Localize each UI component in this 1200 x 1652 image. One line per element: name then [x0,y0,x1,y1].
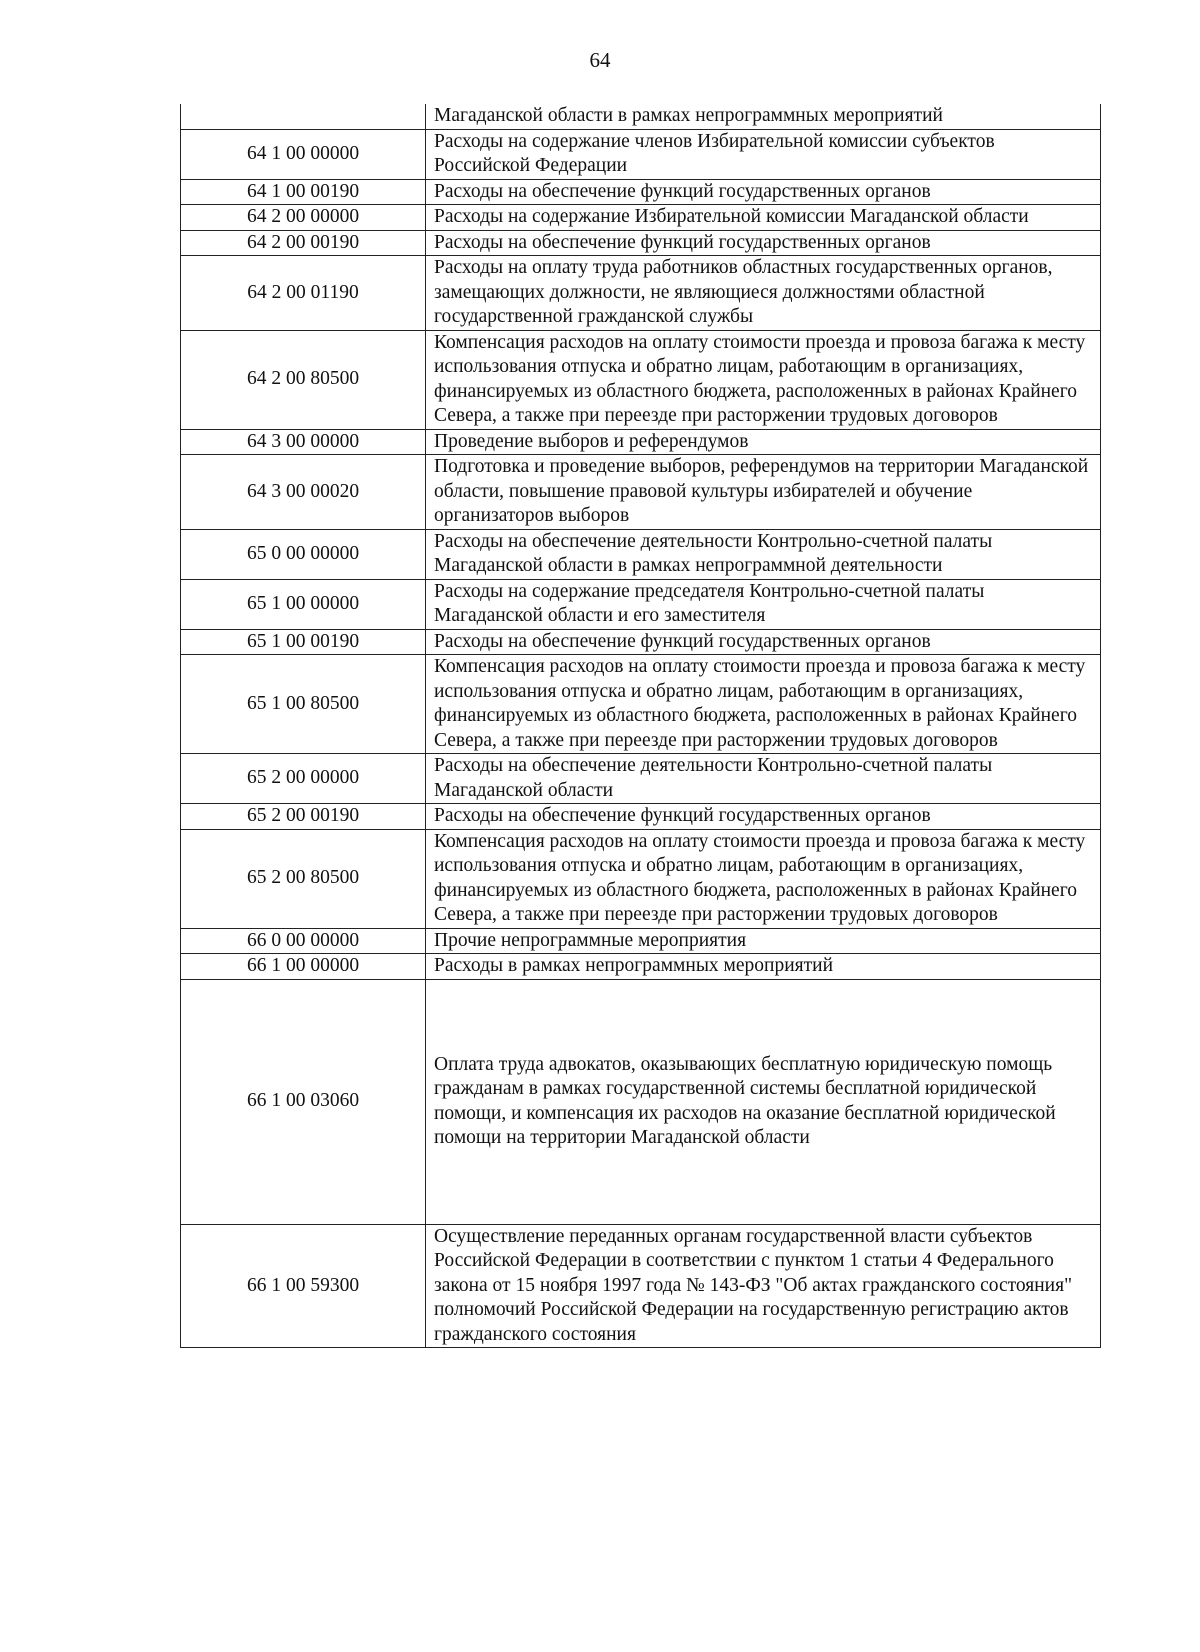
row-description: Расходы на оплату труда работников областных государственных органов, замещающих должности, не являющиеся должностями областной государственной гражданской службы [426,256,1101,331]
row-description: Осуществление переданных органам государственной власти субъектов Российской Федерации в соответствии с пунктом 1 статьи 4 Федерального закона от 15 ноября 1997 года № 143-ФЗ "Об актах гражданского состояния" полномочий Российской Федерации на государственную регистрацию актов гражданского состояния [426,1224,1101,1348]
row-code: 64 2 00 00190 [181,230,426,256]
row-description: Расходы на обеспечение функций государственных органов [426,629,1101,655]
table-row [181,230,1101,256]
row-code: 66 1 00 00000 [181,954,426,980]
table-row [181,579,1101,629]
row-description: Компенсация расходов на оплату стоимости проезда и провоза багажа к месту использования отпуска и обратно лицам, работающим в организациях, финансируемых из областного бюджета, расположенных в районах Крайнего Севера, а также при переезде при расторжении трудовых договоров [426,330,1101,429]
row-code: 64 1 00 00190 [181,179,426,205]
row-description: Оплата труда адвокатов, оказывающих бесплатную юридическую помощь гражданам в рамках государственной системы бесплатной юридической помощи, и компенсация их расходов на оказание бесплатной юридической помощи на территории Магаданской области [426,979,1101,1224]
table-row [181,829,1101,928]
row-code [181,104,426,129]
table-row [181,1224,1101,1348]
budget-classification-table [180,104,1101,1348]
table-row [181,629,1101,655]
page-number: 64 [589,48,611,72]
table-row [181,979,1101,1224]
table-row [181,655,1101,754]
row-code: 66 1 00 59300 [181,1224,426,1348]
row-description: Расходы на обеспечение функций государственных органов [426,804,1101,830]
table-row [181,529,1101,579]
table-row [181,104,1101,129]
row-description: Прочие непрограммные мероприятия [426,928,1101,954]
row-code: 64 1 00 00000 [181,129,426,179]
row-code: 66 0 00 00000 [181,928,426,954]
table-row [181,429,1101,455]
row-code: 64 2 00 00000 [181,205,426,231]
row-code: 65 0 00 00000 [181,529,426,579]
row-description: Расходы в рамках непрограммных мероприятий [426,954,1101,980]
table-row [181,205,1101,231]
table-row [181,804,1101,830]
row-description: Магаданской области в рамках непрограммных мероприятий [426,104,1101,129]
table-row [181,954,1101,980]
row-code: 64 2 00 80500 [181,330,426,429]
row-code: 65 2 00 80500 [181,829,426,928]
table-row [181,928,1101,954]
row-code: 65 2 00 00190 [181,804,426,830]
row-code: 65 1 00 00000 [181,579,426,629]
table-row [181,256,1101,331]
row-description: Расходы на обеспечение деятельности Контрольно-счетной палаты Магаданской области [426,754,1101,804]
row-description: Расходы на обеспечение деятельности Контрольно-счетной палаты Магаданской области в рамках непрограммной деятельности [426,529,1101,579]
table-row [181,330,1101,429]
row-code: 64 3 00 00000 [181,429,426,455]
row-description: Расходы на обеспечение функций государственных органов [426,230,1101,256]
row-code: 64 3 00 00020 [181,455,426,530]
row-description: Расходы на содержание членов Избирательной комиссии субъектов Российской Федерации [426,129,1101,179]
row-description: Расходы на содержание председателя Контрольно-счетной палаты Магаданской области и его заместителя [426,579,1101,629]
row-description: Проведение выборов и референдумов [426,429,1101,455]
row-code: 64 2 00 01190 [181,256,426,331]
table-row [181,129,1101,179]
table-row [181,754,1101,804]
row-code: 65 1 00 80500 [181,655,426,754]
row-description: Компенсация расходов на оплату стоимости проезда и провоза багажа к месту использования отпуска и обратно лицам, работающим в организациях, финансируемых из областного бюджета, расположенных в районах Крайнего Севера, а также при переезде при расторжении трудовых договоров [426,829,1101,928]
row-description: Расходы на обеспечение функций государственных органов [426,179,1101,205]
table-row [181,179,1101,205]
row-code: 66 1 00 03060 [181,979,426,1224]
row-description: Расходы на содержание Избирательной комиссии Магаданской области [426,205,1101,231]
table-row [181,455,1101,530]
row-description: Подготовка и проведение выборов, референдумов на территории Магаданской области, повышение правовой культуры избирателей и обучение организаторов выборов [426,455,1101,530]
row-code: 65 1 00 00190 [181,629,426,655]
row-description: Компенсация расходов на оплату стоимости проезда и провоза багажа к месту использования отпуска и обратно лицам, работающим в организациях, финансируемых из областного бюджета, расположенных в районах Крайнего Севера, а также при переезде при расторжении трудовых договоров [426,655,1101,754]
row-code: 65 2 00 00000 [181,754,426,804]
